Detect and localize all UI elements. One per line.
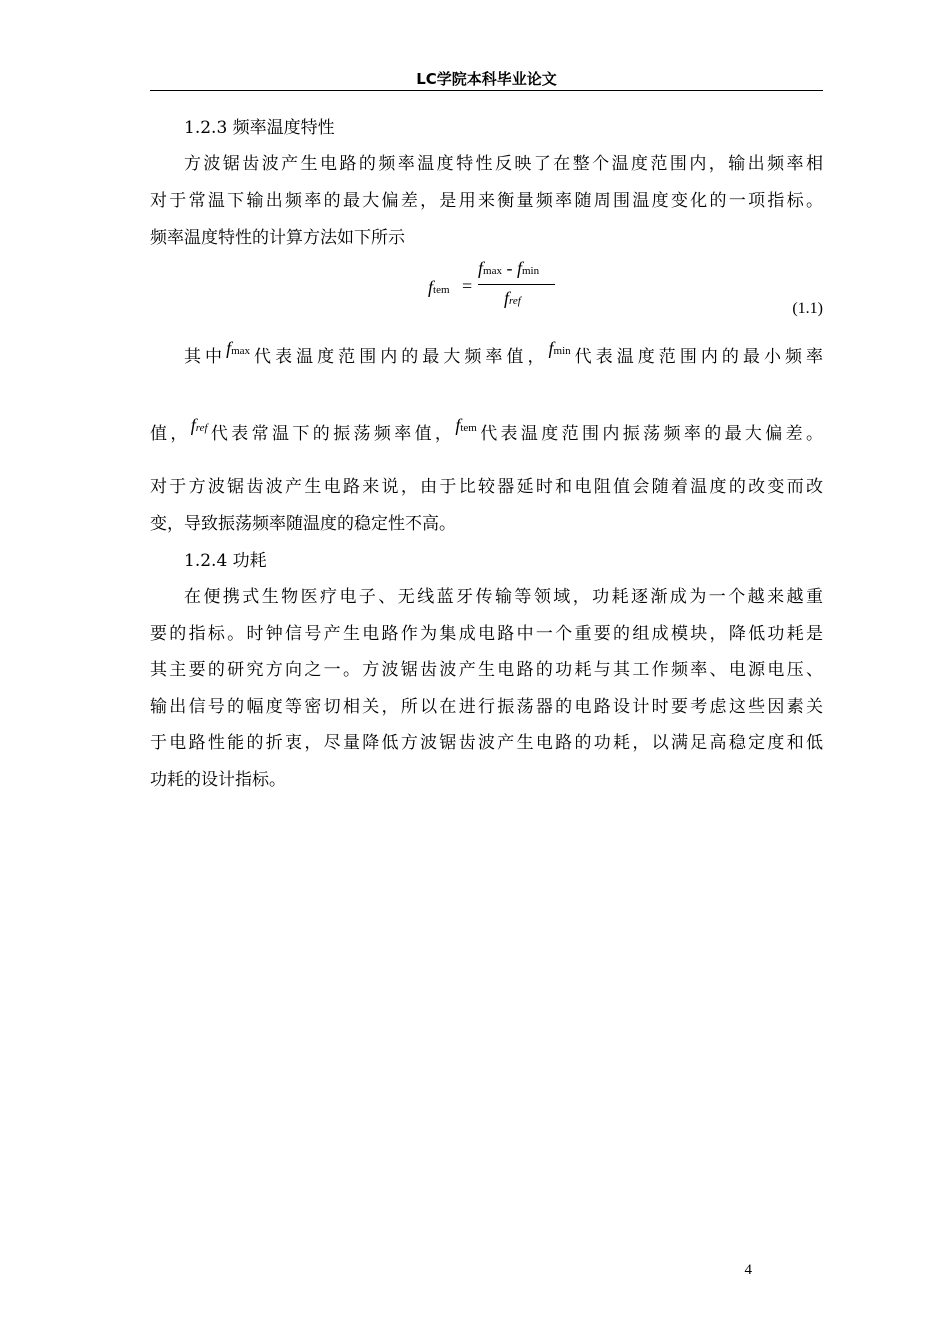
section-heading-1-2-4: 1.2.4 功耗: [184, 551, 267, 571]
explanation-line-2: 值，fref代表常温下的振荡频率值，ftem代表温度范围内振荡频率的最大偏差。: [150, 415, 824, 444]
paragraph-line: 于电路性能的折衷，尽量降低方波锯齿波产生电路的功耗，以满足高稳定度和低: [150, 733, 823, 753]
equation-number: (1.1): [792, 300, 823, 317]
formula-lhs: ftem: [428, 277, 450, 297]
paragraph-line: 频率温度特性的计算方法如下所示: [150, 228, 405, 248]
formula-numerator: fmax - fmin: [478, 258, 540, 278]
paragraph-line: 对于方波锯齿波产生电路来说，由于比较器延时和电阻值会随着温度的改变而改: [150, 477, 823, 497]
symbol-ftem: ftem: [455, 415, 477, 435]
paragraph-line: 要的指标。时钟信号产生电路作为集成电路中一个重要的组成模块，降低功耗是: [150, 624, 823, 644]
paragraph-line: 输出信号的幅度等密切相关，所以在进行振荡器的电路设计时要考虑这些因素关: [150, 697, 823, 717]
running-header-title: LC学院本科毕业论文: [416, 70, 557, 88]
symbol-fmax: fmax: [226, 338, 251, 358]
paragraph-line: 变，导致振荡频率随温度的稳定性不高。: [150, 514, 456, 534]
symbol-fref: fref: [190, 415, 208, 435]
page-number: 4: [744, 1262, 752, 1278]
formula-denominator: fref: [504, 288, 521, 308]
formula-equals: =: [462, 276, 473, 296]
header-rule: [150, 90, 823, 91]
paragraph-line: 方波锯齿波产生电路的频率温度特性反映了在整个温度范围内，输出频率相: [184, 154, 823, 174]
explanation-line-1: 其中fmax代表温度范围内的最大频率值，fmin代表温度范围内的最小频率: [184, 338, 824, 367]
paragraph-line: 在便携式生物医疗电子、无线蓝牙传输等领域，功耗逐渐成为一个越来越重: [184, 587, 823, 607]
paragraph-line: 其主要的研究方向之一。方波锯齿波产生电路的功耗与其工作频率、电源电压、: [150, 660, 823, 680]
symbol-fmin: fmin: [548, 338, 571, 358]
paragraph-line: 对于常温下输出频率的最大偏差，是用来衡量频率随周围温度变化的一项指标。: [150, 191, 823, 211]
section-heading-1-2-3: 1.2.3 频率温度特性: [184, 118, 335, 138]
equation-frequency-temperature: [428, 258, 568, 320]
fraction-bar: [478, 284, 555, 285]
paragraph-line: 功耗的设计指标。: [150, 770, 286, 790]
